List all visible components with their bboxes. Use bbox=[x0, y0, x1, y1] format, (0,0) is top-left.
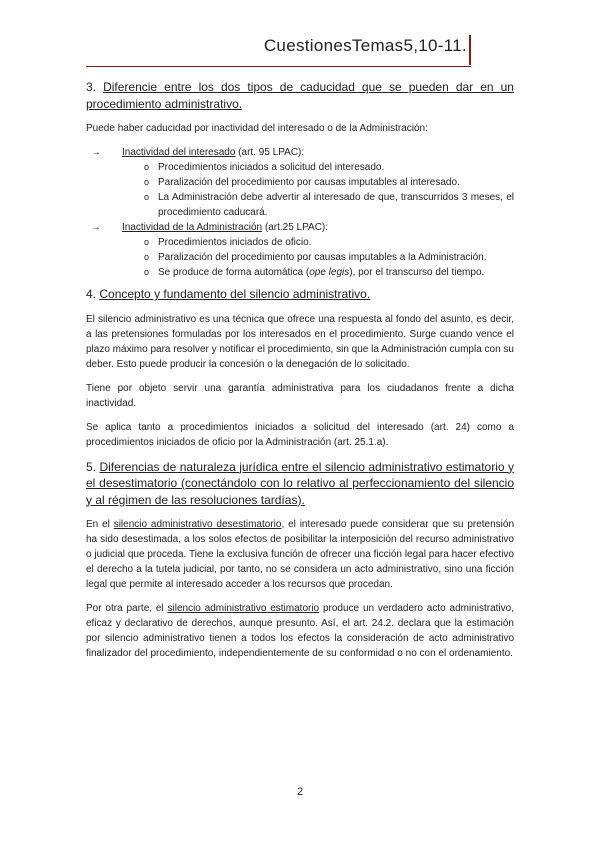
list-item bbox=[122, 175, 514, 190]
bullet-icon: o bbox=[144, 162, 150, 172]
paragraph-text: Por otra parte, el bbox=[86, 603, 168, 614]
section-number: 3. bbox=[86, 80, 97, 94]
bullet-icon: o bbox=[144, 177, 150, 187]
header-divider bbox=[86, 66, 471, 67]
list-item bbox=[122, 160, 514, 175]
section-4-heading bbox=[86, 286, 514, 303]
page-header-title: CuestionesTemas5,10-11. bbox=[263, 36, 467, 55]
group-ref: (art. 95 LPAC): bbox=[238, 147, 305, 158]
list-item-text: La Administración debe advertir al interesado de que, transcurridos 3 meses, el procedimiento caducará. bbox=[158, 192, 514, 218]
list-item bbox=[86, 220, 514, 280]
list-item bbox=[122, 265, 514, 280]
paragraph-text: En el bbox=[86, 519, 114, 530]
list-item bbox=[122, 235, 514, 250]
bullet-icon: o bbox=[144, 267, 150, 277]
section-5-heading bbox=[86, 459, 514, 509]
underlined-term: silencio administrativo estimatorio bbox=[167, 603, 320, 614]
bullet-icon: o bbox=[144, 192, 150, 202]
group-label: Inactividad del interesado bbox=[122, 147, 236, 158]
sub-list bbox=[122, 160, 514, 220]
paragraph: Tiene por objeto servir una garantía administrativa para los ciudadanos frente a dicha inactividad. bbox=[86, 382, 514, 409]
arrow-icon: → bbox=[91, 222, 101, 233]
paragraph bbox=[86, 601, 514, 661]
group-ref: (art.25 LPAC): bbox=[264, 222, 329, 233]
list-item-text: Paralización del procedimiento por causas imputables al interesado. bbox=[158, 177, 460, 188]
page-number: 2 bbox=[296, 786, 304, 798]
arrow-icon: → bbox=[91, 147, 101, 158]
caducidad-list bbox=[86, 145, 514, 280]
document-body bbox=[86, 79, 514, 670]
section-3-intro: Puede haber caducidad por inactividad del interesado o de la Administración: bbox=[86, 123, 428, 134]
list-item bbox=[122, 250, 514, 265]
list-item bbox=[86, 145, 514, 220]
section-title: Diferencie entre los dos tipos de caducidad que se pueden dar en un procedimiento administrativo. bbox=[86, 80, 514, 111]
section-title: Diferencias de naturaleza jurídica entre el silencio administrativo estimatorio y el desestimatorio (conectándolo con lo relativo al perfeccionamiento del silencio y al régimen de las resoluciones tardías). bbox=[86, 459, 514, 507]
list-item bbox=[122, 190, 514, 220]
section-3-heading bbox=[86, 79, 514, 112]
paragraph-text: produce un verdadero acto administrativo, eficaz y declarativo de derechos, aunque presunto. Así, el art. 24.2. declara que la estimación por silencio administrativo tienen a todos los efectos la consideración de acto administrativo finalizador del procedimiento, independientemente de su conformidad o no con el ordenamiento. bbox=[86, 603, 514, 659]
sub-list bbox=[122, 235, 514, 280]
section-number: 4. bbox=[86, 287, 97, 301]
bullet-icon: o bbox=[144, 237, 150, 247]
section-title: Concepto y fundamento del silencio administrativo. bbox=[99, 287, 371, 301]
header-accent-bar bbox=[469, 35, 471, 65]
list-item-text: ), por el transcurso del tiempo. bbox=[349, 267, 485, 278]
paragraph: Se aplica tanto a procedimientos iniciados a solicitud del interesado (art. 24) como a procedimientos iniciados de oficio por la Administración (art. 25.1.a). bbox=[86, 421, 514, 448]
paragraph: El silencio administrativo es una técnica que ofrece una respuesta al fondo del asunto, es decir, a las pretensiones formuladas por los interesados en el procedimiento. Surge cuando vence el plazo máximo para resolver y notificar el procedimiento, sin que la Administración cumpla con su deber. Esto puede producir la concesión o la denegación de lo solicitado. bbox=[86, 313, 514, 370]
list-item-text: Se produce de forma automática ( bbox=[158, 267, 310, 278]
paragraph-text: , el interesado puede considerar que su pretensión ha sido desestimada, a los solos efectos de posibilitar la interposición del recurso administrativo o judicial que proceda. Tiene la exclusiva función de ofrecer una ficción legal para hacer efectivo el derecho a la tutela judicial, por tanto, no se considera un acto administrativo, sino una ficción legal que permite al interesado acceder a los recursos que procedan. bbox=[86, 519, 515, 590]
group-label: Inactividad de la Administración bbox=[122, 222, 263, 233]
paragraph bbox=[86, 517, 514, 592]
list-item-text: Paralización del procedimiento por causas imputables a la Administración. bbox=[158, 252, 487, 263]
list-item-text: Procedimientos iniciados a solicitud del interesado. bbox=[158, 162, 385, 173]
section-number: 5. bbox=[86, 459, 97, 474]
italic-term: ope legis bbox=[309, 267, 350, 278]
bullet-icon: o bbox=[144, 252, 150, 262]
list-item-text: Procedimientos iniciados de oficio. bbox=[158, 237, 312, 248]
underlined-term: silencio administrativo desestimatorio bbox=[113, 519, 282, 530]
